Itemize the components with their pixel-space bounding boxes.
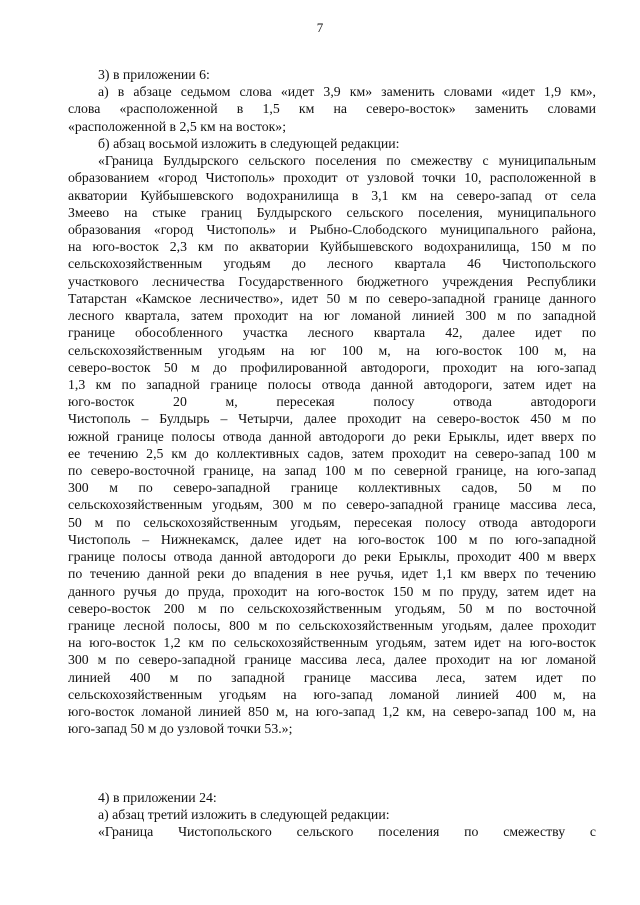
- text-line: северо-восток 50 м до профилированной автодороги, проходит на юго-запад: [68, 359, 596, 375]
- text-line: северо-восток 200 м по сельскохозяйственным угодьям, 50 м по восточной: [68, 600, 596, 616]
- text-line: «Граница Булдырского сельского поселения по смежеству с муниципальным: [98, 153, 596, 169]
- text-line: южной границе полосы отвода данной автодороги до реки Ерыклы, идет вверх по: [68, 428, 596, 444]
- text-line: Татарстан «Камское лесничество», идет 50 м по северо-западной границе данного: [68, 290, 596, 306]
- text-line: лесного квартала, затем проходит на юг ломаной линией 300 м по западной: [68, 308, 596, 324]
- text-line: «расположенной в 2,5 км на восток»;: [68, 118, 287, 134]
- text-line: образованием «город Чистополь» проходит от узловой точки 10, расположенной в: [68, 170, 596, 186]
- text-line: 1,3 км по западной границе полосы отвода данной автодороги, затем идет на: [68, 376, 596, 392]
- text-line: 300 м по северо-западной границе коллективных садов, 50 м по: [68, 480, 596, 496]
- text-line: данного ручья до пруда, проходит на юго-восток 150 м по пруду, затем идет на: [68, 583, 596, 599]
- text-line: образования «город Чистополь» и Рыбно-Слободского муниципального района,: [68, 221, 596, 237]
- text-line: б) абзац восьмой изложить в следующей редакции:: [98, 135, 400, 151]
- text-line: сельскохозяйственным угодьям на юг 100 м, на юго-восток 100 м, на: [68, 342, 596, 358]
- text-line: Чистополь – Булдырь – Четырчи, далее проходит на северо-восток 450 м по: [68, 411, 596, 427]
- text-line: акватории Куйбышевского водохранилища в 3,1 км на северо-запад от села: [68, 187, 596, 203]
- text-line: границе обособленного участка лесного квартала 42, далее идет по: [68, 325, 596, 341]
- paragraph-gap: [68, 738, 596, 789]
- text-line: а) абзац третий изложить в следующей редакции:: [98, 806, 390, 822]
- text-line: участкового лесничества Государственного бюджетного учреждения Республики: [68, 273, 596, 289]
- amendment-block-appendix-24: [68, 789, 596, 841]
- text-line: ее течению 2,5 км до коллективных садов, затем проходит на северо-запад 100 м: [68, 445, 596, 461]
- text-line: сельскохозяйственным угодьям на юго-запад ломаной линией 400 м, на: [68, 686, 596, 702]
- text-line: по северо-восточной границе, на запад 100 м по северной границе, на юго-запад: [68, 463, 596, 479]
- text-line: 50 м по сельскохозяйственным угодьям, пересекая полосу отвода автодороги: [68, 514, 596, 530]
- text-line: сельскохозяйственным угодьям, 300 м по северо-западной границе массива леса,: [68, 497, 596, 513]
- text-line: слова «расположенной в 1,5 км на северо-восток» заменить словами: [68, 101, 596, 117]
- amendment-block-appendix-6: [68, 66, 596, 738]
- page-body: [68, 66, 596, 840]
- text-line: 3) в приложении 6:: [98, 67, 210, 82]
- text-line: линией 400 м по западной границе массива леса, затем идет по: [68, 669, 596, 685]
- text-line: а) в абзаце седьмом слова «идет 3,9 км» заменить словами «идет 1,9 км»,: [98, 84, 596, 100]
- text-line: юго-восток 20 м, пересекая полосу отвода автодороги: [68, 394, 596, 410]
- text-line: юго-запад 50 м до узловой точки 53.»;: [68, 721, 293, 737]
- text-line: Змеево на стыке границ Булдырского сельского поселения, муниципального: [68, 204, 596, 220]
- text-line: по течению данной реки до впадения в нее ручья, идет 1,1 км вверх по течению: [68, 566, 596, 582]
- text-line: 300 м по северо-западной границе массива леса, далее проходит на юг ломаной: [68, 652, 596, 668]
- text-line: сельскохозяйственным угодьям до лесного квартала 46 Чистопольского: [68, 256, 596, 272]
- text-line: «Граница Чистопольского сельского поселения по смежеству с: [98, 823, 596, 839]
- page-number: 7: [316, 20, 324, 35]
- text-line: на юго-восток 2,3 км по акватории Куйбышевского водохранилища, 150 м по: [68, 239, 596, 255]
- text-line: на юго-восток 1,2 км по сельскохозяйственным угодьям, затем идет на юго-восток: [68, 635, 596, 651]
- text-line: 4) в приложении 24:: [98, 789, 217, 805]
- text-line: юго-восток ломаной линией 850 м, на юго-запад 1,2 км, на северо-запад 100 м, на: [68, 704, 596, 720]
- text-line: границе полосы отвода данной автодороги до реки Ерыклы, проходит 400 м вверх: [68, 549, 596, 565]
- text-line: Чистополь – Нижнекамск, далее идет на юго-восток 100 м по юго-западной: [68, 531, 596, 547]
- text-line: границе лесной полосы, 800 м по сельскохозяйственным угодьям, далее проходит: [68, 618, 596, 633]
